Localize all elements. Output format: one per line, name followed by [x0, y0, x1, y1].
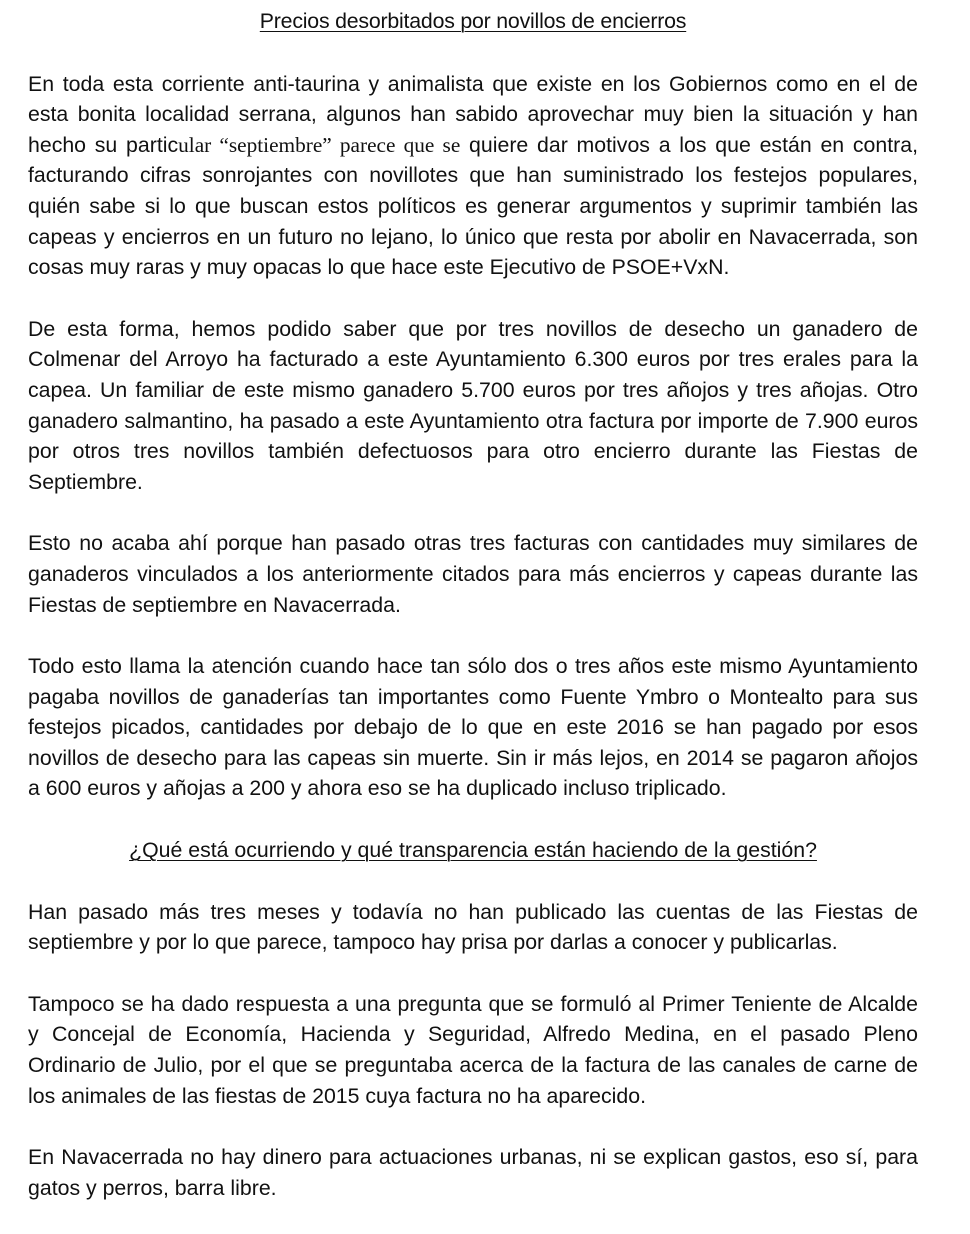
paragraph-invoices: De esta forma, hemos podido saber que por tres novillos de desecho un ganadero de Colmenar del Arroyo ha facturado a este Ayuntamiento 6.300 euros por tres erales para la capea. Un familiar de este mismo ganadero 5.700 euros por tres añojos y tres añojas. Otro ganadero salmantino, ha pasado a este Ayuntamiento otra factura por importe de 7.900 euros por otros tres novillos también defectuosos para otro encierro durante las Fiestas de Septiembre.	[28, 316, 918, 494]
paragraph-accounts: Han pasado más tres meses y todavía no han publicado las cuentas de las Fiestas de septiembre y por lo que parece, tampoco hay prisa por darlas a conocer y publicarlas.	[28, 899, 918, 955]
paragraph-more-invoices: Esto no acaba ahí porque han pasado otras tres facturas con cantidades muy similares de ganaderos vinculados a los anteriormente citados para más encierros y capeas durante las Fiestas de septiembre en Navacerrada.	[28, 531, 918, 617]
paragraph-question: Tampoco se ha dado respuesta a una pregunta que se formuló al Primer Teniente de Alcalde y Concejal de Economía, Hacienda y Seguridad, Alfredo Medina, en el pasado Pleno Ordinario de Julio, por el que se preguntaba acerca de la factura de las canales de carne de los animales de las fiestas de 2015 cuya factura no ha aparecido.	[28, 991, 918, 1108]
paragraph-closing: En Navacerrada no hay dinero para actuaciones urbanas, ni se explican gastos, eso sí, para gatos y perros, barra libre.	[28, 1145, 918, 1200]
paragraph-comparison: Todo esto llama la atención cuando hace tan sólo dos o tres años este mismo Ayuntamiento pagaba novillos de ganaderías tan importantes como Fuente Ymbro o Montealto para sus festejos picados, cantidades por debajo de lo que en este 2016 se han pagado por esos novillos de desecho para las capeas sin muerte. Sin ir más lejos, en 2014 se pagaron añojos a 600 euros y añojas a 200 y ahora eso se ha duplicado incluso triplicado.	[28, 654, 918, 801]
document-subtitle: ¿Qué está ocurriendo y qué transparencia están haciendo de la gestión?	[129, 838, 817, 863]
document-title: Precios desorbitados por novillos de encierros	[259, 9, 687, 33]
paragraph-intro-text-a: En toda esta corriente anti-taurina y animalista que existe en los Gobiernos como en el de esta bonita localidad serrana, algunos han sabido aprovechar muy bien la situación y han hecho su partic	[28, 71, 918, 157]
document-page	[28, 6, 918, 1234]
paragraph-intro	[28, 69, 918, 283]
paragraph-intro-text-b: quiere dar motivos a los que están en contra, facturando cifras sonrojantes con novillotes que han suministrado los festejos populares, quién sabe si lo que buscan estos políticos es generar argumentos y suprimir también las capeas y encierros en un futuro no lejano, lo único que resta por abolir en Navacerrada, son cosas muy raras y muy opacas lo que hace este Ejecutivo de PSOE+VxN.	[28, 132, 918, 280]
paragraph-intro-text-serif: ular “septiembre” parece que se	[178, 132, 461, 157]
